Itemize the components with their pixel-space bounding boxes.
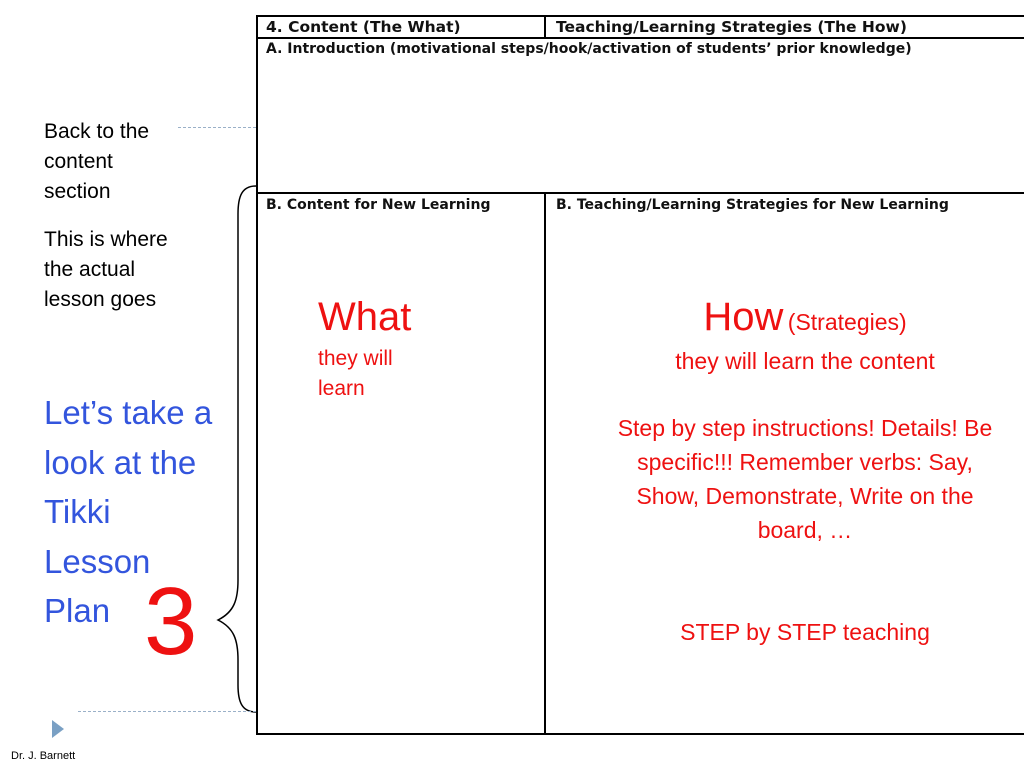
content-new-header: B. Content for New Learning (266, 197, 491, 213)
steps-text: Step by step instructions! Details! Be specific!!! Remember verbs: Say, Show, Demonstrate, Write on the board, … (617, 415, 993, 543)
author-footer: Dr. J. Barnett (11, 750, 76, 762)
lesson-goes-note: This is where the actual lesson goes (44, 228, 168, 311)
how-line (582, 292, 1024, 342)
curly-brace (212, 180, 262, 720)
col-what-header: 4. Content (The What) (266, 18, 461, 36)
header-divider (256, 37, 1024, 39)
big-number-3: 3 (144, 568, 198, 675)
table-border-bottom (256, 733, 1024, 735)
col-how-header: Teaching/Learning Strategies (The How) (556, 18, 907, 36)
header-column-divider (544, 15, 546, 38)
dashed-line-bottom (78, 711, 256, 712)
how-sub: they will learn the content (675, 348, 935, 374)
how-strategies: (Strategies) (787, 309, 907, 335)
strategies-new-header: B. Teaching/Learning Strategies for New Learning (556, 197, 949, 213)
what-title: What (318, 295, 412, 339)
play-arrow-icon[interactable] (50, 718, 66, 740)
body-column-divider (544, 192, 546, 735)
tikki-note: Let’s take a look at the Tikki Lesson Plan (44, 394, 213, 629)
step-by-step-text: STEP by STEP teaching (680, 619, 930, 645)
what-sub: they will learn (318, 347, 393, 400)
section-divider (256, 192, 1024, 194)
how-title: How (703, 295, 784, 339)
back-to-content-note: Back to the content section (44, 120, 150, 203)
intro-header: A. Introduction (motivational steps/hook/activation of students’ prior knowledge) (266, 41, 912, 57)
dashed-line-top (178, 127, 256, 128)
